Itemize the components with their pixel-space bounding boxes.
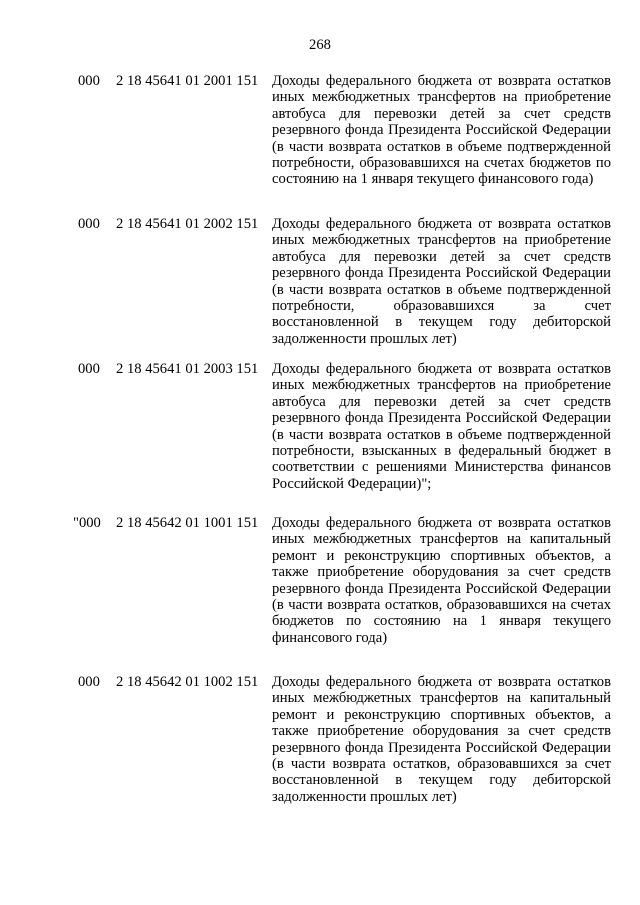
admin-code: 000: [78, 216, 100, 232]
admin-code: 000: [78, 361, 100, 377]
revenue-description: Доходы федерального бюджета от возврата остатков иных межбюджетных трансфертов на приобретение автобуса для перевозки детей за счет средств резервного фонда Президента Российской Федерации (в части возврата остатков в объеме подтвержденной потребности, образовавшихся за счет восстановленной в текущем году дебиторской задолженности прошлых лет): [272, 216, 611, 347]
revenue-description: Доходы федерального бюджета от возврата остатков иных межбюджетных трансфертов на приобретение автобуса для перевозки детей за счет средств резервного фонда Президента Российской Федерации (в части возврата остатков в объеме подтвержденной потребности, взысканных в федеральный бюджет в соответствии с решениями Министерства финансов Российской Федерации)";: [272, 361, 611, 492]
budget-classification-code: 2 18 45642 01 1002 151: [116, 674, 259, 690]
budget-classification-code: 2 18 45641 01 2001 151: [116, 73, 259, 89]
budget-classification-code: 2 18 45642 01 1001 151: [116, 515, 259, 531]
budget-classification-code: 2 18 45641 01 2003 151: [116, 361, 259, 377]
budget-classification-code: 2 18 45641 01 2002 151: [116, 216, 259, 232]
admin-code: 000: [78, 674, 100, 690]
admin-code: "000: [73, 515, 101, 531]
admin-code: 000: [78, 73, 100, 89]
revenue-description: Доходы федерального бюджета от возврата остатков иных межбюджетных трансфертов на капитальный ремонт и реконструкцию спортивных объектов, а также приобретение оборудования за счет средств резервного фонда Президента Российской Федерации (в части возврата остатков, образовавшихся за счет восстановленной в текущем году дебиторской задолженности прошлых лет): [272, 674, 611, 805]
revenue-description: Доходы федерального бюджета от возврата остатков иных межбюджетных трансфертов на капитальный ремонт и реконструкцию спортивных объектов, а также приобретение оборудования за счет средств резервного фонда Президента Российской Федерации (в части возврата остатков, образовавшихся на счетах бюджетов по состоянию на 1 января текущего финансового года): [272, 515, 611, 646]
revenue-description: Доходы федерального бюджета от возврата остатков иных межбюджетных трансфертов на приобретение автобуса для перевозки детей за счет средств резервного фонда Президента Российской Федерации (в части возврата остатков в объеме подтвержденной потребности, образовавшихся на счетах бюджетов по состоянию на 1 января текущего финансового года): [272, 73, 611, 188]
page-number: 268: [309, 37, 331, 53]
